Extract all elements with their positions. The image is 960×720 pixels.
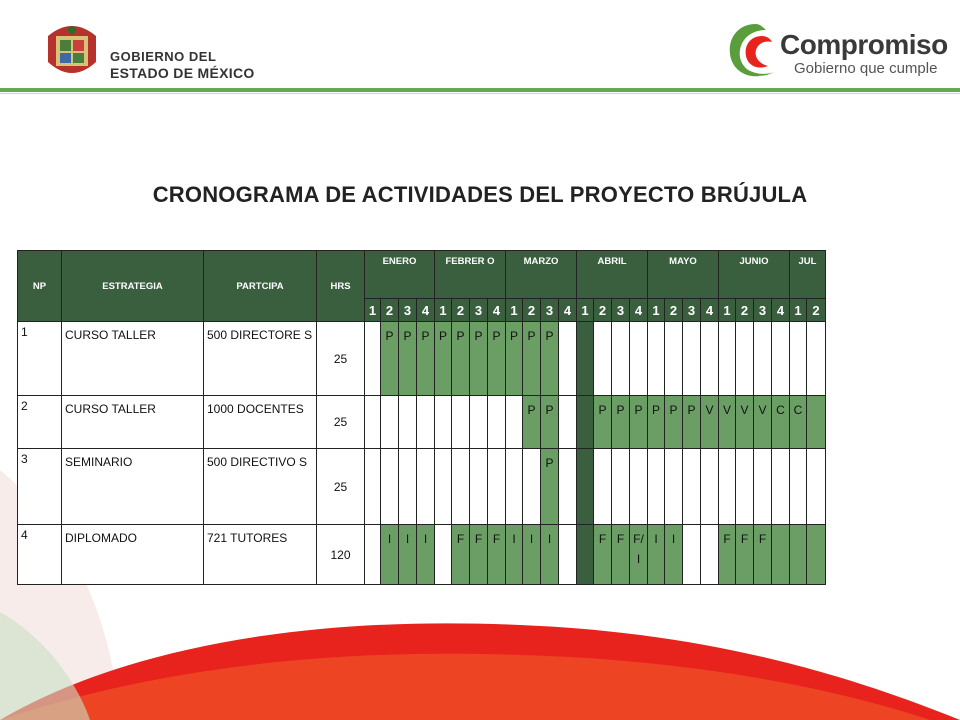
- schedule-cell: [683, 525, 701, 585]
- week-header: 1: [648, 299, 665, 322]
- schedule-cell: I: [523, 525, 541, 585]
- row-hours: 120: [317, 525, 365, 585]
- schedule-cell: [683, 449, 701, 525]
- schedule-cell: I: [417, 525, 435, 585]
- schedule-cell: F: [452, 525, 470, 585]
- schedule-cell: P: [630, 396, 648, 449]
- schedule-cell: [381, 396, 399, 449]
- week-header: 2: [381, 299, 399, 322]
- schedule-cell: [719, 322, 736, 396]
- schedule-cell: [577, 396, 594, 449]
- schedule-cell: [399, 396, 417, 449]
- table-row: [18, 396, 826, 449]
- schedule-cell: F: [488, 525, 506, 585]
- schedule-cell: [754, 449, 772, 525]
- schedule-cell: [417, 449, 435, 525]
- week-header: 1: [506, 299, 523, 322]
- header-participants: PARTCIPA: [204, 251, 317, 322]
- gov-line-2: ESTADO DE MÉXICO: [110, 65, 255, 81]
- schedule-cell: [559, 396, 577, 449]
- schedule-cell: [683, 322, 701, 396]
- table-row: [18, 449, 826, 525]
- month-header: ABRIL: [577, 251, 648, 299]
- row-strategy: DIPLOMADO: [62, 525, 204, 585]
- month-header: FEBRER O: [435, 251, 506, 299]
- schedule-cell: P: [541, 396, 559, 449]
- schedule-cell: F: [612, 525, 630, 585]
- schedule-cell: V: [701, 396, 719, 449]
- schedule-cell: C: [772, 396, 790, 449]
- row-participants: 1000 DOCENTES: [204, 396, 317, 449]
- schedule-cell: [365, 525, 381, 585]
- schedule-cell: [365, 322, 381, 396]
- schedule-cell: [807, 525, 826, 585]
- row-number: 4: [18, 525, 62, 585]
- schedule-cell: [470, 449, 488, 525]
- week-header: 4: [488, 299, 506, 322]
- schedule-cell: [790, 449, 807, 525]
- schedule-cell: F/ I: [630, 525, 648, 585]
- schedule-cell: P: [470, 322, 488, 396]
- schedule-cell: [630, 322, 648, 396]
- week-header: 4: [559, 299, 577, 322]
- schedule-cell: [790, 525, 807, 585]
- gov-name: [110, 49, 255, 81]
- schedule-cell: P: [435, 322, 452, 396]
- schedule-cell: I: [506, 525, 523, 585]
- schedule-cell: [365, 449, 381, 525]
- schedule-cell: P: [417, 322, 435, 396]
- schedule-cell: [665, 322, 683, 396]
- schedule-cell: [807, 396, 826, 449]
- schedule-cell: [435, 449, 452, 525]
- schedule-cell: [807, 322, 826, 396]
- schedule-cell: [435, 525, 452, 585]
- gov-line-1: GOBIERNO DEL: [110, 49, 217, 64]
- schedule-cell: P: [594, 396, 612, 449]
- schedule-cell: [665, 449, 683, 525]
- row-participants: 500 DIRECTIVO S: [204, 449, 317, 525]
- header-divider: [0, 88, 960, 92]
- month-header: JUNIO: [719, 251, 790, 299]
- page-title: CRONOGRAMA DE ACTIVIDADES DEL PROYECTO BRÚJULA: [152, 182, 808, 207]
- schedule-cell: [435, 396, 452, 449]
- schedule-cell: [559, 322, 577, 396]
- schedule-cell: P: [523, 322, 541, 396]
- schedule-cell: I: [665, 525, 683, 585]
- schedule-cell: P: [648, 396, 665, 449]
- schedule-cell: I: [648, 525, 665, 585]
- schedule-cell: C: [790, 396, 807, 449]
- week-header: 3: [399, 299, 417, 322]
- schedule-cell: V: [736, 396, 754, 449]
- schedule-cell: F: [736, 525, 754, 585]
- schedule-cell: [381, 449, 399, 525]
- schedule-cell: [772, 525, 790, 585]
- schedule-cell: P: [523, 396, 541, 449]
- row-participants: 721 TUTORES: [204, 525, 317, 585]
- schedule-cell: [577, 322, 594, 396]
- week-header: 3: [612, 299, 630, 322]
- schedule-cell: P: [541, 322, 559, 396]
- header-hours: HRS: [317, 251, 365, 322]
- schedule-cell: V: [754, 396, 772, 449]
- schedule-cell: [736, 322, 754, 396]
- schedule-cell: I: [381, 525, 399, 585]
- schedule-cell: P: [683, 396, 701, 449]
- month-header: MAYO: [648, 251, 719, 299]
- schedule-cell: [790, 322, 807, 396]
- schedule-cell: [594, 449, 612, 525]
- schedule-cell: [772, 449, 790, 525]
- schedule-cell: P: [665, 396, 683, 449]
- week-header: 1: [790, 299, 807, 322]
- schedule-cell: [577, 449, 594, 525]
- table-row: [18, 322, 826, 396]
- week-header: 4: [772, 299, 790, 322]
- schedule-cell: [736, 449, 754, 525]
- schedule-cell: [452, 396, 470, 449]
- schedule-cell: F: [754, 525, 772, 585]
- week-header: 1: [365, 299, 381, 322]
- schedule-cell: [719, 449, 736, 525]
- header-np: NP: [18, 251, 62, 322]
- schedule-cell: [506, 449, 523, 525]
- week-header: 1: [435, 299, 452, 322]
- schedule-cell: [648, 322, 665, 396]
- schedule-cell: [523, 449, 541, 525]
- schedule-cell: [488, 396, 506, 449]
- row-number: 2: [18, 396, 62, 449]
- schedule-cell: P: [488, 322, 506, 396]
- week-header: 2: [452, 299, 470, 322]
- compromiso-swirl-icon: [726, 20, 786, 82]
- schedule-cell: [807, 449, 826, 525]
- week-header: 2: [736, 299, 754, 322]
- week-header: 2: [594, 299, 612, 322]
- schedule-cell: [488, 449, 506, 525]
- week-header: 4: [417, 299, 435, 322]
- schedule-cell: [612, 322, 630, 396]
- brand-name: Compromiso: [780, 29, 948, 60]
- month-header: JUL: [790, 251, 826, 299]
- schedule-cell: [594, 322, 612, 396]
- schedule-cell: P: [399, 322, 417, 396]
- schedule-cell: [772, 322, 790, 396]
- week-header: 1: [577, 299, 594, 322]
- header-divider-thin: [0, 93, 960, 94]
- row-strategy: CURSO TALLER: [62, 396, 204, 449]
- week-header: 1: [719, 299, 736, 322]
- row-strategy: CURSO TALLER: [62, 322, 204, 396]
- schedule-cell: F: [470, 525, 488, 585]
- month-header: MARZO: [506, 251, 577, 299]
- schedule-cell: [612, 449, 630, 525]
- header-strategy: ESTRATEGIA: [62, 251, 204, 322]
- row-participants: 500 DIRECTORE S: [204, 322, 317, 396]
- brand-tagline: Gobierno que cumple: [794, 60, 938, 77]
- schedule-cell: [577, 525, 594, 585]
- schedule-cell: P: [541, 449, 559, 525]
- week-header: 3: [470, 299, 488, 322]
- row-strategy: SEMINARIO: [62, 449, 204, 525]
- schedule-cell: [754, 322, 772, 396]
- estado-seal-icon: [44, 22, 100, 80]
- schedule-cell: [506, 396, 523, 449]
- schedule-cell: [630, 449, 648, 525]
- schedule-cell: [701, 449, 719, 525]
- row-hours: 25: [317, 322, 365, 396]
- week-header: 4: [630, 299, 648, 322]
- schedule-cell: [417, 396, 435, 449]
- brand-text: [780, 30, 948, 78]
- row-hours: 25: [317, 449, 365, 525]
- week-header: 4: [701, 299, 719, 322]
- schedule-cell: [559, 525, 577, 585]
- schedule-cell: [701, 525, 719, 585]
- schedule-cell: F: [719, 525, 736, 585]
- schedule-cell: [365, 396, 381, 449]
- schedule-cell: I: [399, 525, 417, 585]
- week-header: 2: [665, 299, 683, 322]
- schedule-cell: P: [506, 322, 523, 396]
- schedule-body: [18, 322, 826, 585]
- week-header: 2: [807, 299, 826, 322]
- schedule-cell: P: [612, 396, 630, 449]
- week-header: 2: [523, 299, 541, 322]
- month-header-row: [18, 251, 826, 299]
- week-header: 3: [541, 299, 559, 322]
- row-number: 1: [18, 322, 62, 396]
- row-hours: 25: [317, 396, 365, 449]
- schedule-cell: [559, 449, 577, 525]
- month-header: ENERO: [365, 251, 435, 299]
- schedule-table: [17, 250, 826, 585]
- schedule-cell: [648, 449, 665, 525]
- schedule-cell: F: [594, 525, 612, 585]
- table-row: [18, 525, 826, 585]
- row-number: 3: [18, 449, 62, 525]
- schedule-cell: P: [452, 322, 470, 396]
- schedule-cell: I: [541, 525, 559, 585]
- schedule-cell: [470, 396, 488, 449]
- week-header: 3: [754, 299, 772, 322]
- schedule-cell: P: [381, 322, 399, 396]
- schedule-cell: [452, 449, 470, 525]
- schedule-cell: V: [719, 396, 736, 449]
- schedule-cell: [701, 322, 719, 396]
- week-header: 3: [683, 299, 701, 322]
- schedule-cell: [399, 449, 417, 525]
